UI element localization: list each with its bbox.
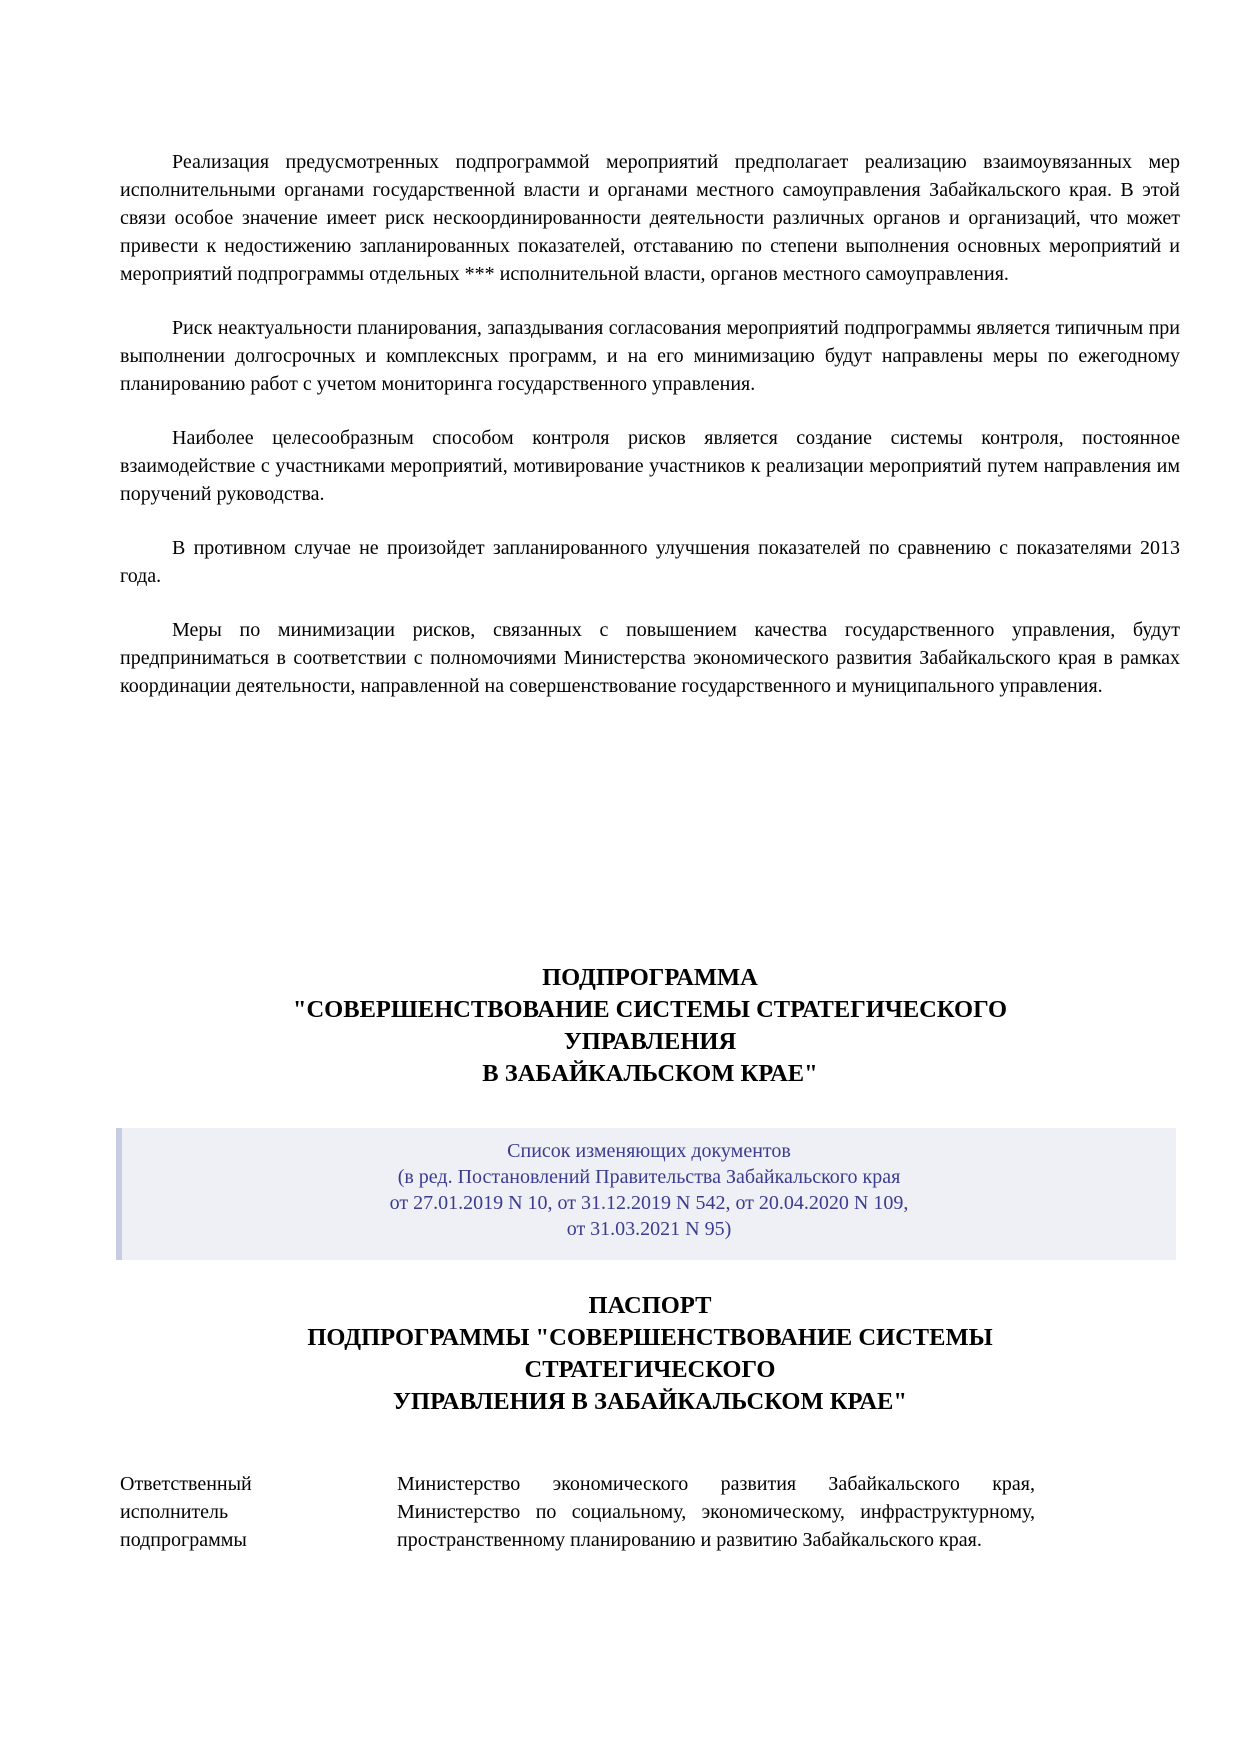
passport-title-line: ПОДПРОГРАММЫ "СОВЕРШЕНСТВОВАНИЕ СИСТЕМЫ (307, 1324, 993, 1351)
amendments-line: от 31.03.2021 N 95) (566, 1218, 732, 1240)
passport-title-line: УПРАВЛЕНИЯ В ЗАБАЙКАЛЬСКОМ КРАЕ" (393, 1388, 907, 1415)
amendments-heading: Список изменяющих документов (507, 1140, 791, 1162)
passport-title (120, 1290, 1180, 1418)
paragraph-risks-coordination: Реализация предусмотренных подпрограммой мероприятий предполагает реализацию взаимоувязанных мер исполнительными органами государственной власти и органами местного самоуправления Забайкальского края. В этой связи особое значение имеет риск нескоординированности деятельности различных органов и организаций, что может привести к недостижению запланированных показателей, отставанию по степени выполнения основных мероприятий и мероприятий подпрограммы отдельных *** исполнительной власти, органов местного самоуправления. (120, 151, 1180, 285)
paragraph-risk-measures: Меры по минимизации рисков, связанных с повышением качества государственного управления, будут предприниматься в соответствии с полномочиями Министерства экономического развития Забайкальского края в рамках координации деятельности, направленной на совершенствование государственного и муниципального управления. (120, 619, 1180, 697)
passport-title-line: СТРАТЕГИЧЕСКОГО (524, 1356, 776, 1383)
amendments-line: (в ред. Постановлений Правительства Забайкальского края (397, 1166, 901, 1188)
paragraph-otherwise: В противном случае не произойдет запланированного улучшения показателей по сравнению с показателями 2013 года. (120, 537, 1180, 587)
passport-row-responsible (120, 1470, 1040, 1554)
passport-row-value: Министерство экономического развития Забайкальского края, Министерство по социальному, экономическому, инфраструктурному, пространственному планированию и развитию Забайкальского края. (397, 1473, 1035, 1551)
passport-table (120, 1470, 1040, 1554)
subprogram-title-line: "СОВЕРШЕНСТВОВАНИЕ СИСТЕМЫ СТРАТЕГИЧЕСКОГО (292, 996, 1008, 1023)
paragraph-risks-planning: Риск неактуальности планирования, запаздывания согласования мероприятий подпрограммы является типичным при выполнении долгосрочных и комплексных программ, и на его минимизацию будут направлены меры по ежегодному планированию работ с учетом мониторинга государственного управления. (120, 317, 1180, 395)
subprogram-title-line: В ЗАБАЙКАЛЬСКОМ КРАЕ" (482, 1060, 818, 1087)
body-text (120, 148, 1180, 726)
paragraph-risk-control: Наиболее целесообразным способом контроля рисков является создание системы контроля, постоянное взаимодействие с участниками мероприятий, мотивирование участников к реализации мероприятий путем направления им поручений руководства. (120, 427, 1180, 505)
amendments-line: от 27.01.2019 N 10, от 31.12.2019 N 542, от 20.04.2020 N 109, (389, 1192, 909, 1214)
passport-row-label (120, 1470, 397, 1554)
label-line: Ответственный (120, 1473, 252, 1495)
subprogram-title (120, 962, 1180, 1090)
passport-title-line: ПАСПОРТ (588, 1292, 712, 1319)
amendments-list-box (116, 1128, 1176, 1260)
label-line: исполнитель (120, 1501, 229, 1523)
label-line: подпрограммы (120, 1529, 247, 1551)
subprogram-title-line: УПРАВЛЕНИЯ (563, 1028, 737, 1055)
subprogram-title-line: ПОДПРОГРАММА (542, 964, 758, 991)
